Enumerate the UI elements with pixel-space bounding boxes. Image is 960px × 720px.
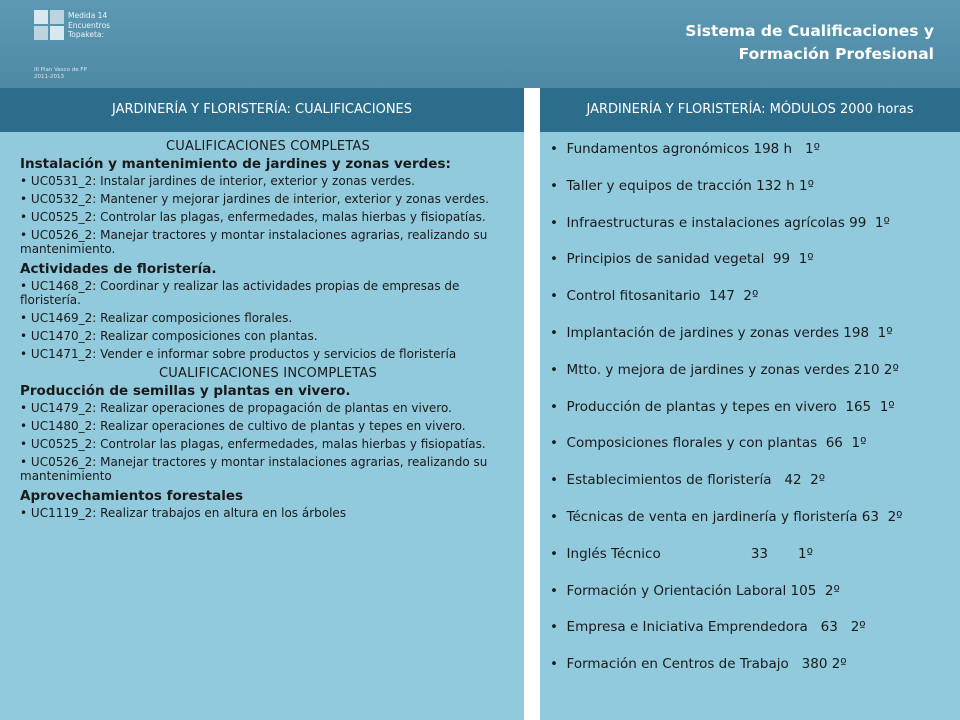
qualification-title: Aprovechamientos forestales [20, 488, 244, 504]
module-item: • Control fitosanitario 147 2º [550, 288, 759, 305]
page-title-line: Sistema de Cualificaciones y [685, 22, 934, 40]
logo-subtext [34, 67, 87, 81]
list-item: • UC0526_2: Manejar tractores y montar instalaciones agrarias, realizando su mantenimiento [20, 455, 488, 483]
list-item: • UC0526_2: Manejar tractores y montar instalaciones agrarias, realizando su mantenimiento. [20, 228, 488, 256]
list-item: • UC1468_2: Coordinar y realizar las actividades propias de empresas de floristería. [20, 279, 460, 307]
page-title [574, 20, 934, 66]
module-item: • Producción de plantas y tepes en vivero 165 1º [550, 398, 895, 415]
module-item: • Establecimientos de floristería 42 2º [550, 472, 826, 489]
module-item: • Empresa e Iniciativa Emprendedora 63 2º [550, 619, 866, 636]
logo-text-line: Encuentros [68, 20, 111, 30]
logo-text [68, 11, 110, 40]
list-item: • UC0531_2: Instalar jardines de interior, exterior y zonas verdes. [20, 174, 415, 188]
module-item: • Fundamentos agronómicos 198 h 1º [550, 141, 820, 157]
cualificaciones-panel [0, 132, 524, 720]
column-divider [524, 88, 540, 720]
list-item: • UC1479_2: Realizar operaciones de propagación de plantas en vivero. [20, 401, 452, 415]
tab-cualificaciones: JARDINERÍA Y FLORISTERÍA: CUALIFICACIONES [0, 88, 524, 132]
module-item: • Técnicas de venta en jardinería y floristería 63 2º [550, 508, 903, 525]
module-item: • Inglés Técnico 33 1º [550, 545, 813, 562]
logo-text-line: Medida 14 [68, 11, 108, 20]
qualification-title: Instalación y mantenimiento de jardines y zonas verdes: [20, 156, 451, 172]
module-item: • Taller y equipos de tracción 132 h 1º [550, 177, 814, 194]
module-item: • Composiciones florales y con plantas 66 1º [550, 435, 867, 452]
page-title-line: Formación Profesional [738, 45, 934, 63]
complete-section-title: CUALIFICACIONES COMPLETAS [166, 139, 370, 154]
qualification-title: Producción de semillas y plantas en vivero. [20, 383, 351, 399]
module-item: • Infraestructuras e instalaciones agrícolas 99 1º [550, 214, 890, 231]
tab-modulos: JARDINERÍA Y FLORISTERÍA: MÓDULOS 2000 horas [540, 88, 960, 132]
modulos-panel [540, 132, 960, 720]
list-item: • UC1470_2: Realizar composiciones con plantas. [20, 329, 318, 343]
list-item: • UC1119_2: Realizar trabajos en altura en los árboles [20, 506, 347, 520]
module-item: • Principios de sanidad vegetal 99 1º [550, 251, 814, 268]
logo-text-line: Topaketa: [68, 30, 105, 39]
modules-list [540, 132, 960, 692]
module-item: • Formación en Centros de Trabajo 380 2º [550, 656, 847, 673]
list-item: • UC1480_2: Realizar operaciones de cultivo de plantas y tepes en vivero. [20, 419, 466, 433]
logo-icon [34, 10, 64, 42]
logo-subtext-line: III Plan Vasco de FP [34, 67, 87, 73]
list-item: • UC0525_2: Controlar las plagas, enfermedades, malas hierbas y fisiopatías. [20, 437, 486, 451]
logo-subtext-line: 2011-2013 [34, 74, 64, 80]
header-banner [0, 0, 960, 88]
module-item: • Formación y Orientación Laboral 105 2º [550, 582, 840, 599]
list-item: • UC1471_2: Vender e informar sobre productos y servicios de floristería [20, 347, 457, 361]
incomplete-section-title: CUALIFICACIONES INCOMPLETAS [159, 366, 377, 381]
module-item: • Implantación de jardines y zonas verdes 198 1º [550, 324, 893, 341]
list-item: • UC0525_2: Controlar las plagas, enfermedades, malas hierbas y fisiopatías. [20, 210, 486, 224]
qualification-title: Actividades de floristería. [20, 261, 217, 277]
list-item: • UC1469_2: Realizar composiciones florales. [20, 311, 293, 325]
module-item: • Mtto. y mejora de jardines y zonas verdes 210 2º [550, 361, 899, 378]
list-item: • UC0532_2: Mantener y mejorar jardines de interior, exterior y zonas verdes. [20, 192, 489, 206]
